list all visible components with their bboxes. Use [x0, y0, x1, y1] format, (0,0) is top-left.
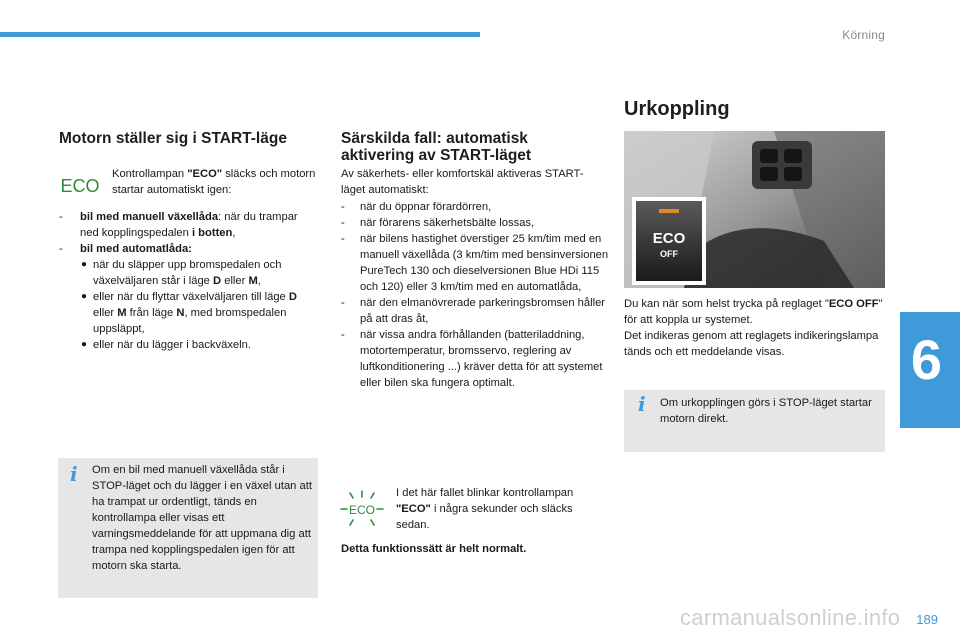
- heading-deactivation: Urkoppling: [624, 98, 730, 120]
- info-text: Om urkopplingen görs i STOP-läget startar motorn direkt.: [660, 397, 872, 425]
- start-conditions-list: [59, 209, 314, 353]
- list-item: - när du öppnar förardörren,: [341, 201, 492, 213]
- deactivation-text: Du kan när som helst trycka på reglaget "ECO OFF" för att koppla ur systemet. Det indikeras genom att reglagets indikeringslampa tänds och ett meddelande visas.: [624, 298, 883, 358]
- sub-list-item: ● eller när du lägger i backväxeln.: [81, 339, 251, 351]
- blink-icon-label: ECO: [348, 503, 376, 517]
- heading-special-cases: Särskilda fall: automatisk aktivering av START-läget: [341, 130, 532, 164]
- list-item: - när förarens säkerhetsbälte lossas,: [341, 217, 535, 229]
- chapter-number: 6: [910, 328, 942, 391]
- eco-blinking-icon: [340, 490, 384, 528]
- info-box-manual-gearbox: [58, 458, 318, 598]
- info-icon: i: [70, 462, 78, 486]
- list-item: - bil med manuell växellåda: när du trampar ned kopplingspedalen i botten,: [59, 211, 298, 239]
- list-item: - när den elmanövrerade parkeringsbromsen håller på att dras åt,: [341, 297, 606, 325]
- eco-lamp-text: Kontrollampan "ECO" släcks och motorn startar automatiskt igen:: [112, 168, 316, 196]
- list-item: - när vissa andra förhållanden (batteriladdning, motortemperatur, bromsservo, reglering av luftkonditionering ...) kräver detta för att systemet eller bilen ska fungera optimalt.: [341, 329, 603, 389]
- heading-start-mode: Motorn ställer sig i START-läge: [59, 130, 287, 147]
- info-box-stop-mode: [624, 390, 885, 452]
- eco-icon-label: ECO: [60, 176, 100, 196]
- normal-operation-note: Detta funktionssätt är helt normalt.: [341, 543, 527, 555]
- page-number: 189: [916, 612, 938, 627]
- eco-indicator-icon: [58, 176, 102, 196]
- blink-text: I det här fallet blinkar kontrollampan "ECO" i några sekunder och släcks sedan.: [396, 487, 574, 531]
- eco-off-switch-photo: [624, 131, 885, 288]
- header-accent-bar: [0, 32, 480, 37]
- info-icon: i: [638, 392, 646, 416]
- list-item: - bil med automatlåda:: [59, 243, 192, 255]
- watermark: carmanualsonline.info: [680, 605, 901, 630]
- sub-list-item: ● när du släpper upp bromspedalen och växelväljaren står i läge D eller M,: [81, 259, 282, 287]
- special-cases-list: [341, 199, 611, 391]
- special-cases-intro: Av säkerhets- eller komfortskäl aktiveras START-läget automatiskt:: [341, 168, 584, 196]
- sub-list-item: ● eller när du flyttar växelväljaren till läge D eller M från läge N, med bromspedalen uppsläppt,: [81, 291, 297, 335]
- switch-label-off: OFF: [660, 249, 678, 259]
- section-title: Körning: [842, 28, 885, 42]
- switch-label-eco: ECO: [652, 230, 686, 247]
- info-text: Om en bil med manuell växellåda står i STOP-läget och du lägger i en växel utan att ha trampat ur ordentligt, tänds en kontrollampa eller visas ett varningsmeddelande för att uppmana dig att trampa ned kopplingspedalen igen för att motorn ska starta.: [92, 464, 312, 572]
- list-item: - när bilens hastighet överstiger 25 km/tim med en manuell växellåda (3 km/tim med bensinversionen PureTech 130 och dieselversionen Blue HDi 115 och 120) eller 3 km/tim med en automatlåda,: [341, 233, 609, 293]
